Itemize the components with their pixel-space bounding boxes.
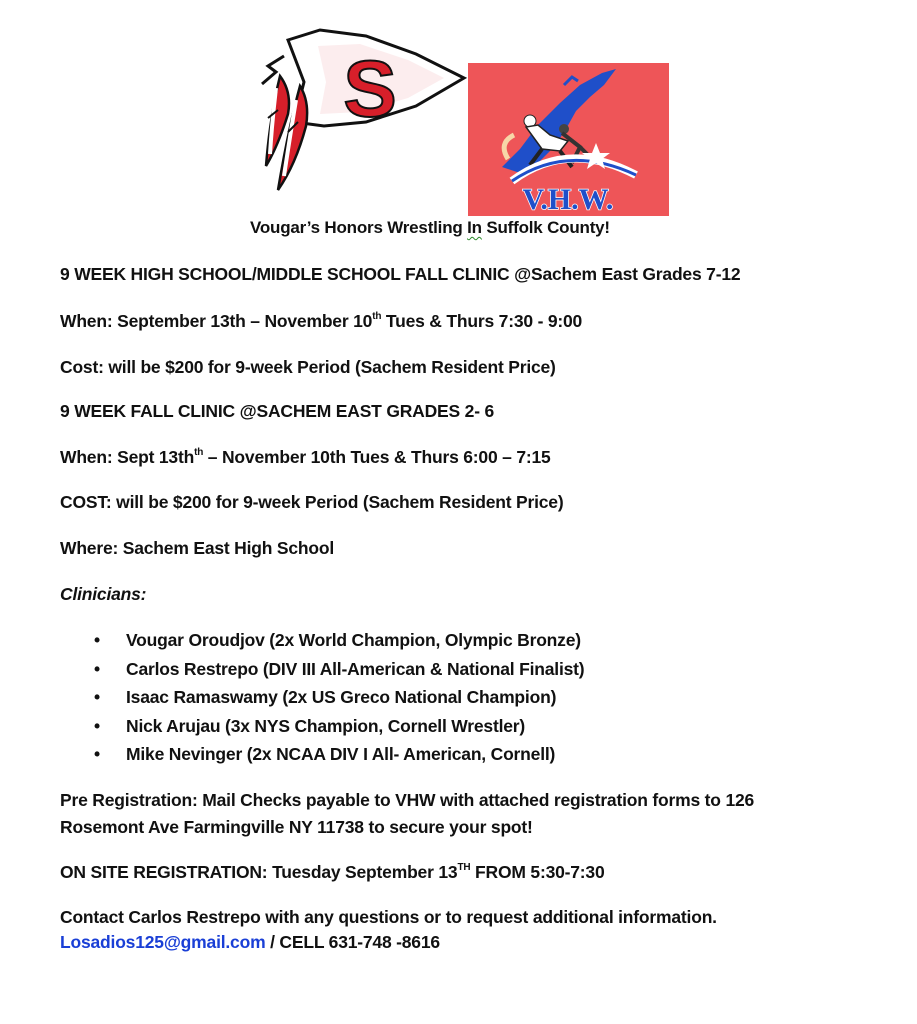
bullet-icon: •	[94, 687, 100, 707]
gs-when: When: Sept $13th^{th}$ – November 10th Tues & Thurs 6:00 – 7:15	[60, 447, 551, 467]
list-item: • Nick Arujau (3x NYS Champion, Cornell Wrestler)	[60, 712, 584, 741]
email-link[interactable]: Losadios125@gmail.com	[60, 932, 266, 952]
list-item: • Mike Nevinger (2x NCAA DIV I All- American, Cornell)	[60, 740, 584, 769]
clinicians-heading: Clinicians:	[60, 584, 147, 604]
list-item: • Isaac Ramaswamy (2x US Greco National Champion)	[60, 683, 584, 712]
hs-cost: Cost: will be $200 for 9-week Period (Sachem Resident Price)	[60, 357, 556, 377]
gs-cost: COST: will be $200 for 9-week Period (Sachem Resident Price)	[60, 492, 564, 512]
bullet-icon: •	[94, 658, 100, 679]
clinicians-list	[60, 626, 584, 769]
spellcheck-word: In	[467, 218, 482, 237]
pre-registration-line-2: Rosemont Ave Farmingville NY 11738 to secure your spot!	[60, 817, 533, 837]
arrowhead-feathers-icon	[248, 26, 468, 194]
pre-registration-line-1: Pre Registration: Mail Checks payable to VHW with attached registration forms to 126	[60, 790, 755, 810]
list-item: • Vougar Oroudjov (2x World Champion, Olympic Bronze)	[60, 626, 584, 655]
where-line: Where: Sachem East High School	[60, 538, 335, 558]
arrowhead-logo	[248, 26, 468, 194]
flyer-title: Vougar’s Honors Wrestling In Suffolk County!	[250, 218, 610, 237]
vhw-text: V.H.W.	[522, 183, 614, 216]
bullet-icon: •	[94, 630, 100, 650]
hs-clinic-heading: 9 WEEK HIGH SCHOOL/MIDDLE SCHOOL FALL CLINIC @Sachem East Grades 7-12	[60, 264, 741, 284]
hs-when: When: September 13th – November 10th Tues & Thurs 7:30 - 9:00	[60, 311, 583, 331]
list-item: • Carlos Restrepo (DIV III All-American & National Finalist)	[60, 655, 584, 684]
arrowhead-letter: S	[343, 44, 397, 133]
onsite-registration: ON SITE REGISTRATION: Tuesday September 13TH FROM 5:30-7:30	[60, 862, 605, 882]
wrestlers-map-icon	[468, 63, 669, 216]
logo-row	[0, 26, 917, 216]
bullet-icon: •	[94, 715, 100, 736]
gs-clinic-heading: 9 WEEK FALL CLINIC @SACHEM EAST GRADES 2- 6	[60, 401, 495, 421]
bullet-icon: •	[94, 744, 100, 764]
cell-number: / CELL 631-748 -8616	[265, 932, 440, 952]
contact-line: Contact Carlos Restrepo with any questions or to request additional information.	[60, 907, 717, 927]
contact-details	[60, 932, 440, 953]
vhw-logo	[468, 63, 669, 216]
